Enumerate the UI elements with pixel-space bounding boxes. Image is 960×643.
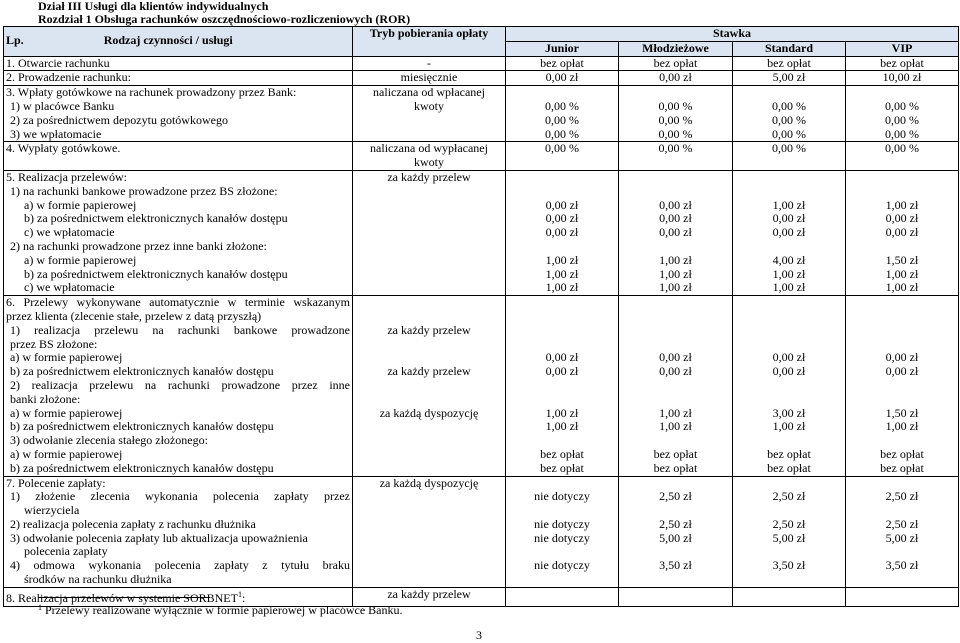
r5-line: b) za pośrednictwem elektronicznych kanałów dostępu xyxy=(24,266,288,281)
r5-standard: 1,00 zł 0,00 zł 0,00 zł 4,00 zł 1,00 zł 1,00 zł xyxy=(733,170,846,295)
page-number: 3 xyxy=(476,628,482,642)
r3-desc xyxy=(4,86,353,142)
r7-desc xyxy=(4,476,353,587)
r6-desc xyxy=(4,296,353,476)
chapter-heading: Rozdział 1 Obsługa rachunków oszczędnościowo-rozliczeniowych (ROR) xyxy=(38,12,411,26)
row4-standard: 0,00 % xyxy=(733,142,846,171)
table-row xyxy=(4,86,959,142)
row2-mode: miesięcznie xyxy=(353,71,506,86)
row1-junior: bez opłat xyxy=(506,56,619,71)
r5-desc xyxy=(4,170,353,295)
row4-desc: 4. Wypłaty gotówkowe. xyxy=(4,142,353,171)
r7-junior: nie dotyczy nie dotyczy nie dotyczy nie dotyczy xyxy=(506,476,619,587)
r5-vip: 1,00 zł 0,00 zł 0,00 zł 1,50 zł 1,00 zł 1,00 zł xyxy=(846,170,959,295)
r7-standard: 2,50 zł 2,50 zł 5,00 zł 3,50 zł xyxy=(733,476,846,587)
r5-line: c) we wpłatomacie xyxy=(24,280,115,295)
row8-mode: za każdy przelew xyxy=(353,587,506,606)
row1-desc: 1. Otwarcie rachunku xyxy=(4,56,353,71)
r6-line: przez BS złożone: xyxy=(10,336,98,351)
r5-line: b) za pośrednictwem elektronicznych kanałów dostępu xyxy=(24,211,288,226)
r5-line: a) w formie papierowej xyxy=(24,252,137,267)
header-mlodziezowe: Młodzieżowe xyxy=(619,41,733,56)
table-row xyxy=(4,476,959,587)
r3-line: 3) we wpłatomacie xyxy=(10,126,102,141)
header-mode: Tryb pobierania opłaty xyxy=(353,27,506,57)
r5-line: 2) na rachunki prowadzone przez inne banki złożone: xyxy=(10,238,267,253)
r6-line: a) w formie papierowej xyxy=(10,446,123,461)
header-junior: Junior xyxy=(506,41,619,56)
r6-line: a) w formie papierowej xyxy=(10,350,123,365)
r3-vip: 0,00 % 0,00 % 0,00 % xyxy=(846,86,959,142)
r6-mode: za każdy przelew za każdy przelew za każdą dyspozycję xyxy=(353,296,506,476)
r6-line: banki złożone: xyxy=(10,391,81,406)
r5-line: 1) na rachunki bankowe prowadzone przez BS złożone: xyxy=(10,183,278,198)
r6-line: przez klienta (zlecenie stałe, przelew z datą przyszłą) xyxy=(6,308,262,323)
table-header-row xyxy=(4,27,959,42)
r6-line: b) za pośrednictwem elektronicznych kanałów dostępu xyxy=(10,460,274,475)
row8-desc: 8. Realizacja przelewów w systemie SORBNET$^1$: xyxy=(4,587,353,606)
r6-junior: 0,00 zł 0,00 zł 1,00 zł 1,00 zł bez opłat bez opłat xyxy=(506,296,619,476)
header-standard: Standard xyxy=(733,41,846,56)
r3-mlodziezowe: 0,00 % 0,00 % 0,00 % xyxy=(619,86,733,142)
row1-vip: bez opłat xyxy=(846,56,959,71)
row2-standard: 5,00 zł xyxy=(733,71,846,86)
r7-line: 7. Polecenie zapłaty: xyxy=(6,476,106,490)
r6-line: 3) odwołanie zlecenia stałego złożonego: xyxy=(10,433,208,448)
row2-desc: 2. Prowadzenie rachunku: xyxy=(4,71,353,86)
header-service: Rodzaj czynności / usługi xyxy=(103,33,233,48)
r3-junior: 0,00 % 0,00 % 0,00 % xyxy=(506,86,619,142)
r7-vip: 2,50 zł 2,50 zł 5,00 zł 3,50 zł xyxy=(846,476,959,587)
r7-line: wierzyciela xyxy=(24,503,80,518)
header-lp: Lp. xyxy=(6,33,24,48)
r3-line: 2) za pośrednictwem depozytu gotówkowego xyxy=(10,112,228,127)
r7-line: polecenia zapłaty xyxy=(24,544,108,559)
footnote-rule xyxy=(38,597,210,598)
r3-line: 3. Wpłaty gotówkowe na rachunek prowadzony przez Bank: xyxy=(6,85,297,100)
footnote: $^1$ Przelewy realizowane wyłącznie w formie papierowej w placówce Banku. xyxy=(38,603,403,617)
table-row xyxy=(4,56,959,71)
r7-line: 1) złożenie zlecenia wykonania polecenia zapłaty przez xyxy=(10,489,350,504)
r7-line: 3) odwołanie polecenia zapłaty lub aktualizacja upoważnienia xyxy=(10,530,308,545)
r6-line: a) w formie papierowej xyxy=(10,405,123,420)
r3-mode: naliczana od wpłacanej kwoty xyxy=(353,86,506,142)
r6-line: b) za pośrednictwem elektronicznych kanałów dostępu xyxy=(10,364,274,379)
row1-standard: bez opłat xyxy=(733,56,846,71)
row4-mode: naliczana od wypłacanej kwoty xyxy=(353,142,506,171)
row1-mlodziezowe: bez opłat xyxy=(619,56,733,71)
r7-line: 2) realizacja polecenia zapłaty z rachunku dłużnika xyxy=(10,516,256,531)
header-rate: Stawka xyxy=(506,27,959,42)
fee-table xyxy=(3,26,959,607)
r6-mlodziezowe: 0,00 zł 0,00 zł 1,00 zł 1,00 zł bez opłat bez opłat xyxy=(619,296,733,476)
r7-line: 4) odmowa wykonania polecenia zapłaty z tytułu braku xyxy=(10,558,350,573)
section-heading: Dział III Usługi dla klientów indywidualnych xyxy=(38,0,269,13)
row4-mlodziezowe: 0,00 % xyxy=(619,142,733,171)
r5-line: a) w formie papierowej xyxy=(24,197,137,212)
r6-line: 1) realizacja przelewu na rachunki bankowe prowadzone xyxy=(10,322,350,337)
r5-mlodziezowe: 0,00 zł 0,00 zł 0,00 zł 1,00 zł 1,00 zł 1,00 zł xyxy=(619,170,733,295)
r6-line: 2) realizacja przelewu na rachunki prowadzone przez inne xyxy=(10,377,350,392)
r6-standard: 0,00 zł 0,00 zł 3,00 zł 1,00 zł bez opłat bez opłat xyxy=(733,296,846,476)
header-vip: VIP xyxy=(846,41,959,56)
row4-vip: 0,00 % xyxy=(846,142,959,171)
r3-standard: 0,00 % 0,00 % 0,00 % xyxy=(733,86,846,142)
row2-mlodziezowe: 0,00 zł xyxy=(619,71,733,86)
r7-mode: za każdą dyspozycję xyxy=(353,476,506,587)
r5-line: c) we wpłatomacie xyxy=(24,225,115,240)
r7-line: środków na rachunku dłużnika xyxy=(24,572,172,587)
r7-mlodziezowe: 2,50 zł 2,50 zł 5,00 zł 3,50 zł xyxy=(619,476,733,587)
row2-vip: 10,00 zł xyxy=(846,71,959,86)
r3-line: 1) w placówce Banku xyxy=(10,98,115,113)
table-row xyxy=(4,142,959,171)
r5-line: 5. Realizacja przelewów: xyxy=(6,170,127,184)
row1-mode: - xyxy=(353,56,506,71)
r5-junior: 0,00 zł 0,00 zł 0,00 zł 1,00 zł 1,00 zł 1,00 zł xyxy=(506,170,619,295)
table-row xyxy=(4,71,959,86)
r6-vip: 0,00 zł 0,00 zł 1,50 zł 1,00 zł bez opłat bez opłat xyxy=(846,296,959,476)
r5-mode: za każdy przelew xyxy=(353,170,506,295)
r6-line: b) za pośrednictwem elektronicznych kanałów dostępu xyxy=(10,419,274,434)
row4-junior: 0,00 % xyxy=(506,142,619,171)
table-row xyxy=(4,296,959,476)
r6-line: 6. Przelewy wykonywane automatycznie w terminie wskazanym xyxy=(6,295,350,310)
table-row xyxy=(4,170,959,295)
row2-junior: 0,00 zł xyxy=(506,71,619,86)
